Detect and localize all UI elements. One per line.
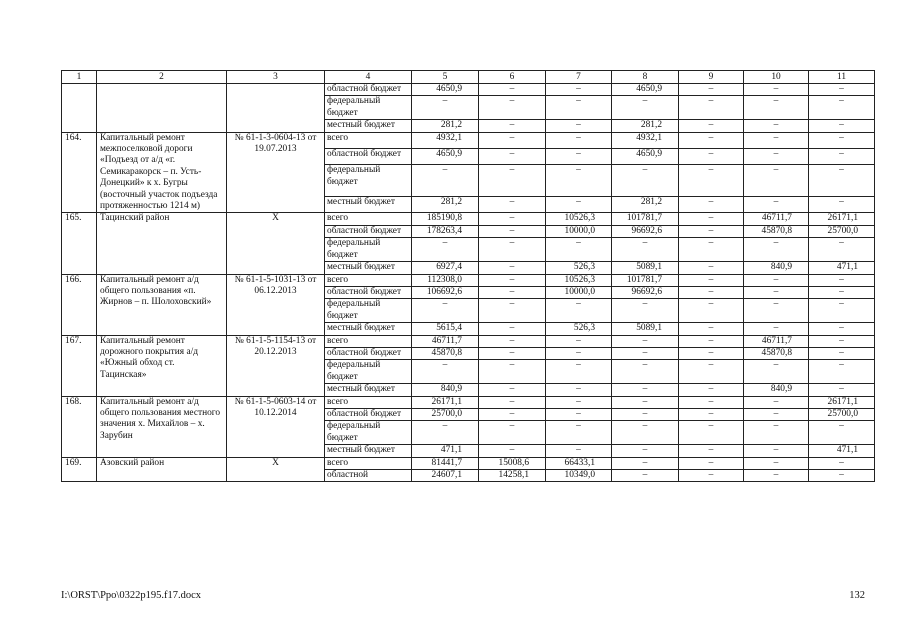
table-row	[62, 84, 875, 96]
amount-cell: –	[612, 421, 679, 445]
document-cell: Х	[227, 457, 325, 482]
amount-cell: –	[679, 470, 744, 482]
row-number-cell: 164.	[62, 132, 97, 213]
header-cell: 5	[412, 71, 479, 84]
amount-cell: 46711,7	[412, 335, 479, 347]
funding-source-cell: федеральный бюджет	[325, 238, 412, 262]
amount-cell: 26171,1	[412, 396, 479, 408]
amount-cell: 25700,0	[809, 408, 875, 420]
funding-source-cell: федеральный бюджет	[325, 421, 412, 445]
document-cell	[227, 84, 325, 133]
footer-file-path: I:\ORST\Ppo\0322p195.f17.docx	[61, 590, 202, 601]
amount-cell: 471,1	[809, 445, 875, 457]
header-cell: 6	[479, 71, 546, 84]
funding-source-cell: всего	[325, 335, 412, 347]
amount-cell: –	[744, 96, 809, 120]
amount-cell: 45870,8	[744, 225, 809, 237]
object-name-cell: Капитальный ремонт межпоселковой дороги «Подъезд от а/д «г. Семикаракорск – п. Усть-Донецкий» к х. Бугры (восточный участок подъезда протяженностью 1214 м)	[97, 132, 227, 213]
amount-cell: 471,1	[412, 445, 479, 457]
amount-cell: –	[612, 408, 679, 420]
amount-cell: –	[744, 457, 809, 469]
amount-cell: –	[679, 120, 744, 132]
amount-cell: 5089,1	[612, 262, 679, 274]
amount-cell: –	[479, 120, 546, 132]
amount-cell: –	[744, 470, 809, 482]
funding-source-cell: местный бюджет	[325, 323, 412, 335]
amount-cell: –	[612, 165, 679, 197]
amount-cell: 4932,1	[612, 132, 679, 148]
header-cell: 3	[227, 71, 325, 84]
object-name-cell: Капитальный ремонт а/д общего пользования местного значения х. Михайлов – х. Зарубин	[97, 396, 227, 457]
header-cell: 7	[546, 71, 612, 84]
amount-cell: –	[612, 335, 679, 347]
amount-cell: –	[479, 84, 546, 96]
amount-cell: –	[479, 335, 546, 347]
amount-cell: –	[809, 360, 875, 384]
amount-cell: –	[679, 384, 744, 396]
amount-cell: 25700,0	[412, 408, 479, 420]
amount-cell: –	[679, 238, 744, 262]
amount-cell: 4650,9	[612, 149, 679, 165]
amount-cell: –	[479, 360, 546, 384]
amount-cell: –	[679, 360, 744, 384]
amount-cell: –	[679, 457, 744, 469]
amount-cell: 15008,6	[479, 457, 546, 469]
document-cell: № 61-1-3-0604-13 от 19.07.2013	[227, 132, 325, 213]
row-number-cell: 167.	[62, 335, 97, 396]
amount-cell: –	[479, 445, 546, 457]
funding-source-cell: всего	[325, 457, 412, 469]
amount-cell: –	[809, 96, 875, 120]
object-name-cell: Тацинский район	[97, 213, 227, 274]
amount-cell: –	[612, 238, 679, 262]
amount-cell: –	[612, 396, 679, 408]
amount-cell: –	[679, 165, 744, 197]
amount-cell: 96692,6	[612, 225, 679, 237]
amount-cell: –	[809, 132, 875, 148]
amount-cell: –	[412, 421, 479, 445]
budget-table	[61, 70, 875, 482]
amount-cell: –	[612, 299, 679, 323]
amount-cell: –	[679, 197, 744, 213]
amount-cell: –	[479, 347, 546, 359]
amount-cell: –	[809, 384, 875, 396]
funding-source-cell: всего	[325, 274, 412, 286]
amount-cell: –	[546, 165, 612, 197]
amount-cell: –	[546, 96, 612, 120]
object-name-cell: Капитальный ремонт а/д общего пользования «п. Жирнов – п. Шолоховский»	[97, 274, 227, 335]
amount-cell: –	[809, 347, 875, 359]
document-cell: № 61-1-5-1154-13 от 20.12.2013	[227, 335, 325, 396]
amount-cell: –	[744, 274, 809, 286]
row-number-cell: 165.	[62, 213, 97, 274]
amount-cell: 26171,1	[809, 213, 875, 225]
amount-cell: 185190,8	[412, 213, 479, 225]
amount-cell: –	[744, 84, 809, 96]
amount-cell: –	[744, 197, 809, 213]
amount-cell: 46711,7	[744, 213, 809, 225]
amount-cell: 45870,8	[744, 347, 809, 359]
amount-cell: 10526,3	[546, 274, 612, 286]
amount-cell: –	[479, 96, 546, 120]
amount-cell: –	[546, 132, 612, 148]
amount-cell: –	[679, 132, 744, 148]
amount-cell: 10349,0	[546, 470, 612, 482]
amount-cell: 26171,1	[809, 396, 875, 408]
funding-source-cell: областной бюджет	[325, 286, 412, 298]
amount-cell: –	[744, 238, 809, 262]
table-row	[62, 396, 875, 408]
amount-cell: –	[679, 96, 744, 120]
amount-cell: 106692,6	[412, 286, 479, 298]
amount-cell: 45870,8	[412, 347, 479, 359]
funding-source-cell: областной бюджет	[325, 84, 412, 96]
amount-cell: –	[479, 238, 546, 262]
amount-cell: –	[679, 323, 744, 335]
amount-cell: –	[809, 165, 875, 197]
amount-cell: –	[744, 299, 809, 323]
amount-cell: –	[744, 132, 809, 148]
amount-cell: –	[679, 262, 744, 274]
amount-cell: –	[479, 421, 546, 445]
amount-cell: –	[412, 96, 479, 120]
amount-cell: –	[546, 84, 612, 96]
funding-source-cell: федеральный бюджет	[325, 165, 412, 197]
amount-cell: 178263,4	[412, 225, 479, 237]
amount-cell: 281,2	[412, 197, 479, 213]
amount-cell: –	[612, 457, 679, 469]
amount-cell: –	[809, 120, 875, 132]
amount-cell: 471,1	[809, 262, 875, 274]
amount-cell: –	[546, 149, 612, 165]
table-row	[62, 213, 875, 225]
funding-source-cell: всего	[325, 396, 412, 408]
amount-cell: –	[744, 445, 809, 457]
amount-cell: –	[809, 335, 875, 347]
funding-source-cell: местный бюджет	[325, 384, 412, 396]
amount-cell: –	[479, 197, 546, 213]
amount-cell: –	[679, 347, 744, 359]
amount-cell: –	[612, 347, 679, 359]
amount-cell: –	[546, 408, 612, 420]
amount-cell: –	[809, 274, 875, 286]
amount-cell: 526,3	[546, 323, 612, 335]
header-cell: 2	[97, 71, 227, 84]
amount-cell: –	[679, 396, 744, 408]
amount-cell: 96692,6	[612, 286, 679, 298]
document-cell: Х	[227, 213, 325, 274]
header-cell: 8	[612, 71, 679, 84]
table-row	[62, 274, 875, 286]
funding-source-cell: федеральный бюджет	[325, 299, 412, 323]
amount-cell: –	[479, 165, 546, 197]
amount-cell: –	[546, 335, 612, 347]
row-number-cell: 168.	[62, 396, 97, 457]
funding-source-cell: федеральный бюджет	[325, 360, 412, 384]
amount-cell: 6927,4	[412, 262, 479, 274]
amount-cell: –	[744, 323, 809, 335]
amount-cell: –	[744, 396, 809, 408]
amount-cell: –	[479, 213, 546, 225]
amount-cell: –	[809, 286, 875, 298]
amount-cell: –	[809, 470, 875, 482]
amount-cell: 281,2	[412, 120, 479, 132]
row-number-cell	[62, 84, 97, 133]
amount-cell: –	[546, 299, 612, 323]
amount-cell: 281,2	[612, 197, 679, 213]
table-row	[62, 132, 875, 148]
object-name-cell	[97, 84, 227, 133]
amount-cell: –	[744, 120, 809, 132]
amount-cell: –	[546, 445, 612, 457]
amount-cell: 840,9	[744, 384, 809, 396]
amount-cell: 101781,7	[612, 274, 679, 286]
funding-source-cell: всего	[325, 213, 412, 225]
amount-cell: –	[546, 360, 612, 384]
funding-source-cell: областной бюджет	[325, 149, 412, 165]
amount-cell: 5615,4	[412, 323, 479, 335]
amount-cell: –	[679, 213, 744, 225]
amount-cell: –	[612, 445, 679, 457]
amount-cell: –	[479, 274, 546, 286]
footer-page-number: 132	[849, 590, 865, 601]
amount-cell: 25700,0	[809, 225, 875, 237]
amount-cell: –	[809, 299, 875, 323]
header-cell: 4	[325, 71, 412, 84]
amount-cell: –	[744, 286, 809, 298]
header-cell: 11	[809, 71, 875, 84]
amount-cell: 14258,1	[479, 470, 546, 482]
funding-source-cell: областной бюджет	[325, 408, 412, 420]
amount-cell: –	[809, 421, 875, 445]
amount-cell: 840,9	[744, 262, 809, 274]
amount-cell: –	[546, 347, 612, 359]
amount-cell: –	[479, 225, 546, 237]
amount-cell: 10000,0	[546, 286, 612, 298]
amount-cell: –	[479, 132, 546, 148]
amount-cell: –	[412, 299, 479, 323]
amount-cell: 4650,9	[412, 149, 479, 165]
amount-cell: –	[679, 335, 744, 347]
funding-source-cell: областной бюджет	[325, 347, 412, 359]
amount-cell: –	[479, 396, 546, 408]
amount-cell: –	[679, 149, 744, 165]
amount-cell: 46711,7	[744, 335, 809, 347]
object-name-cell: Капитальный ремонт дорожного покрытия а/д «Южный обход ст. Тацинская»	[97, 335, 227, 396]
amount-cell: –	[809, 149, 875, 165]
funding-source-cell: всего	[325, 132, 412, 148]
document-cell: № 61-1-5-0603-14 от 10.12.2014	[227, 396, 325, 457]
amount-cell: –	[412, 238, 479, 262]
funding-source-cell: местный бюджет	[325, 262, 412, 274]
amount-cell: –	[546, 238, 612, 262]
amount-cell: 4932,1	[412, 132, 479, 148]
amount-cell: –	[679, 286, 744, 298]
amount-cell: –	[546, 384, 612, 396]
amount-cell: –	[412, 360, 479, 384]
funding-source-cell: местный бюджет	[325, 197, 412, 213]
header-row	[62, 71, 875, 84]
amount-cell: –	[809, 197, 875, 213]
amount-cell: 101781,7	[612, 213, 679, 225]
amount-cell: –	[679, 299, 744, 323]
table-body	[62, 71, 875, 482]
amount-cell: –	[679, 421, 744, 445]
row-number-cell: 169.	[62, 457, 97, 482]
funding-source-cell: федеральный бюджет	[325, 96, 412, 120]
amount-cell: 5089,1	[612, 323, 679, 335]
amount-cell: –	[479, 262, 546, 274]
amount-cell: –	[412, 165, 479, 197]
amount-cell: 281,2	[612, 120, 679, 132]
amount-cell: –	[546, 396, 612, 408]
row-number-cell: 166.	[62, 274, 97, 335]
amount-cell: –	[679, 274, 744, 286]
amount-cell: –	[679, 408, 744, 420]
amount-cell: –	[479, 408, 546, 420]
amount-cell: –	[809, 238, 875, 262]
amount-cell: –	[479, 286, 546, 298]
amount-cell: 4650,9	[612, 84, 679, 96]
amount-cell: –	[679, 84, 744, 96]
amount-cell: 24607,1	[412, 470, 479, 482]
amount-cell: 10526,3	[546, 213, 612, 225]
table-row	[62, 457, 875, 469]
amount-cell: –	[546, 421, 612, 445]
amount-cell: 840,9	[412, 384, 479, 396]
funding-source-cell: местный бюджет	[325, 445, 412, 457]
header-cell: 9	[679, 71, 744, 84]
amount-cell: –	[809, 457, 875, 469]
funding-source-cell: областной бюджет	[325, 225, 412, 237]
amount-cell: –	[479, 323, 546, 335]
amount-cell: 112308,0	[412, 274, 479, 286]
amount-cell: –	[744, 149, 809, 165]
amount-cell: 66433,1	[546, 457, 612, 469]
amount-cell: –	[546, 120, 612, 132]
amount-cell: –	[479, 299, 546, 323]
amount-cell: 10000,0	[546, 225, 612, 237]
funding-source-cell: местный бюджет	[325, 120, 412, 132]
funding-source-cell: областной	[325, 470, 412, 482]
amount-cell: –	[612, 470, 679, 482]
amount-cell: –	[744, 421, 809, 445]
object-name-cell: Азовский район	[97, 457, 227, 482]
amount-cell: –	[679, 445, 744, 457]
document-cell: № 61-1-5-1031-13 от 06.12.2013	[227, 274, 325, 335]
amount-cell: –	[479, 384, 546, 396]
amount-cell: 526,3	[546, 262, 612, 274]
amount-cell: –	[612, 96, 679, 120]
amount-cell: 4650,9	[412, 84, 479, 96]
amount-cell: –	[744, 165, 809, 197]
amount-cell: –	[809, 323, 875, 335]
amount-cell: –	[744, 408, 809, 420]
amount-cell: –	[679, 225, 744, 237]
amount-cell: –	[546, 197, 612, 213]
amount-cell: –	[809, 84, 875, 96]
table-row	[62, 335, 875, 347]
amount-cell: –	[479, 149, 546, 165]
amount-cell: 81441,7	[412, 457, 479, 469]
amount-cell: –	[744, 360, 809, 384]
amount-cell: –	[612, 360, 679, 384]
header-cell: 10	[744, 71, 809, 84]
header-cell: 1	[62, 71, 97, 84]
amount-cell: –	[612, 384, 679, 396]
